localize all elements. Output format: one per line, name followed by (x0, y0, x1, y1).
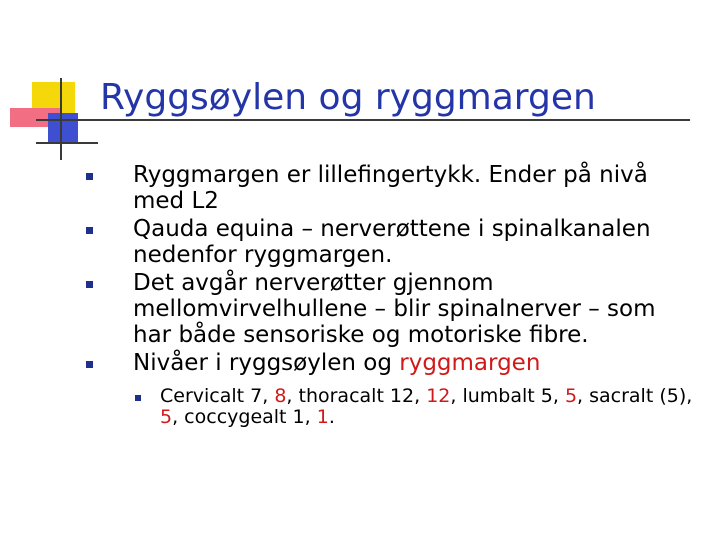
bullet-item (80, 270, 700, 348)
bullet-item (80, 162, 700, 214)
highlight-number: 12 (426, 385, 451, 407)
sub-bullet-segment: , coccygealt 1, (172, 406, 317, 428)
bullet-item (80, 216, 700, 268)
square-bullet-icon (86, 361, 93, 368)
sub-bullet-segment: , thoracalt 12, (286, 385, 427, 407)
highlight-text: ryggmargen (399, 350, 541, 376)
sub-bullet-segment: . (328, 406, 335, 428)
highlight-number: 5 (160, 406, 173, 428)
decor-blue-square (48, 113, 78, 143)
sub-bullet-segment: , sacralt (5), (577, 385, 693, 407)
bullet-text: Ryggmargen er lillefingertykk. Ender på nivå med L2 (133, 162, 648, 214)
bullet-text: Nivåer i ryggsøylen og (133, 350, 400, 376)
sub-bullet-segment: Cervicalt 7, (160, 385, 275, 407)
sub-bullet-text (160, 385, 692, 428)
square-bullet-icon (86, 227, 93, 234)
bullet-item (80, 350, 700, 428)
square-bullet-icon (86, 281, 93, 288)
highlight-number: 5 (564, 385, 578, 407)
sub-bullet-item (133, 386, 700, 428)
square-bullet-icon (86, 173, 93, 180)
highlight-number: 8 (274, 385, 287, 407)
bullet-text: Qauda equina – nerverøttene i spinalkanalen nedenfor ryggmargen. (133, 216, 651, 268)
slide-title: Ryggsøylen og ryggmargen (100, 77, 596, 118)
highlight-number: 1 (316, 406, 329, 428)
square-bullet-icon (135, 395, 141, 401)
sub-bullet-list (133, 386, 700, 428)
bullet-list (80, 162, 700, 430)
bullet-text: Det avgår nerverøtter gjennom mellomvirvelhullene – blir spinalnerver – som har både sensoriske og motoriske fibre. (133, 270, 656, 348)
sub-bullet-segment: , lumbalt 5, (450, 385, 565, 407)
decor-short-line (36, 142, 98, 144)
decor-horizontal-line (36, 119, 690, 121)
